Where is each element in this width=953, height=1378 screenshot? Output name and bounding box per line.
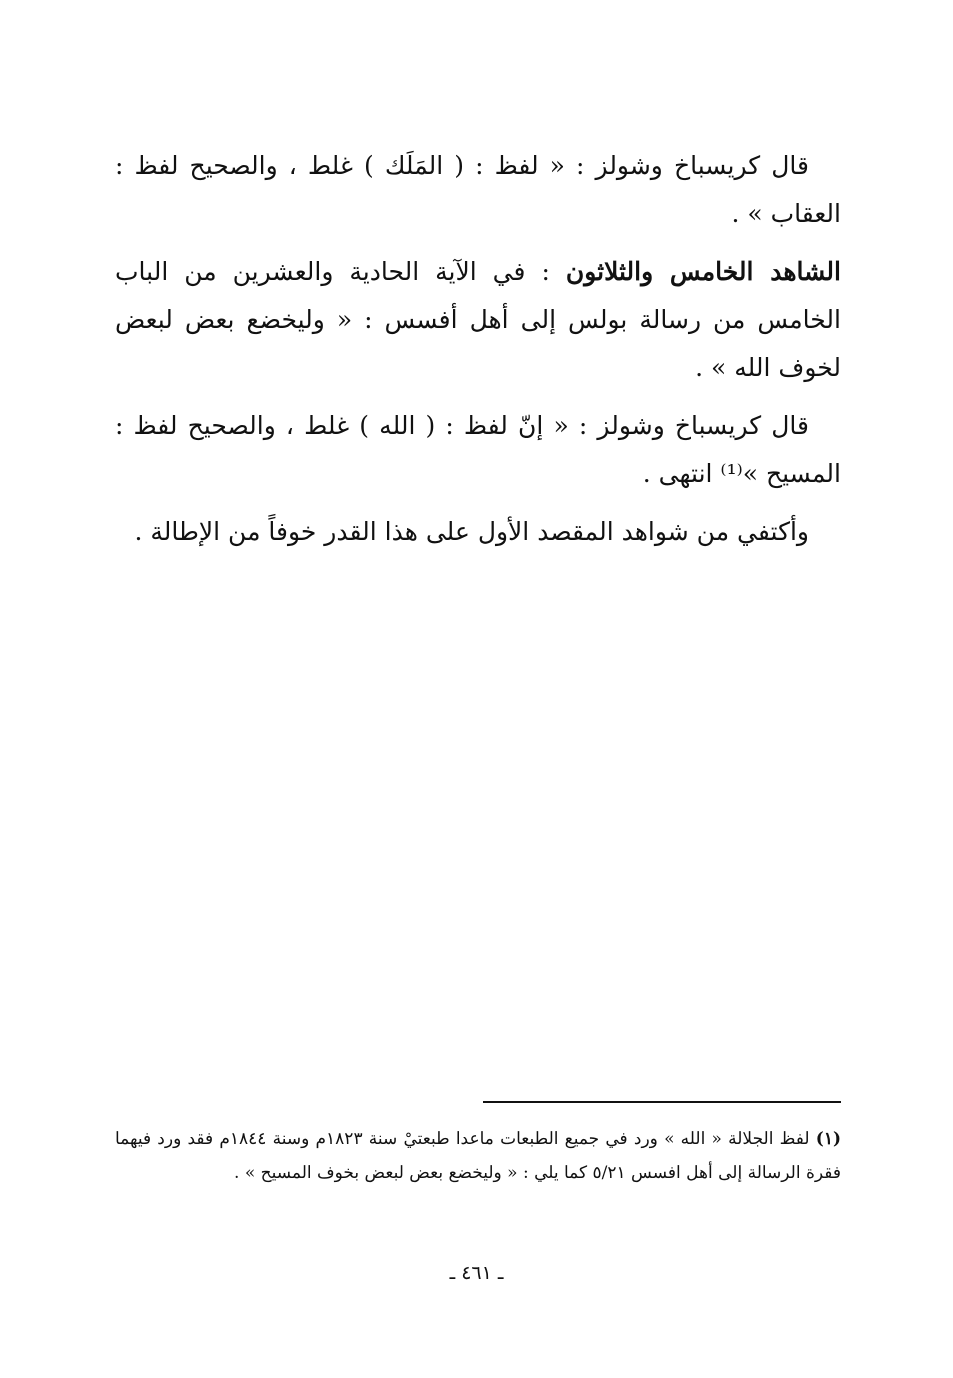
footnote-text: لفظ الجلالة « الله » ورد في جميع الطبعات ماعدا طبعتيْ سنة ١٨٢٣م وسنة ١٨٤٤م فقد ورد فيهما فقرة الرسالة إلى أهل افسس ٥/٢١ كما يلي : « وليخضع بعض لبعض بخوف المسيح » .: [115, 1129, 841, 1183]
footnote-number: (١): [815, 1129, 841, 1149]
paragraph-text: : في الآية الحادية والعشرين من الباب الخامس من رسالة بولس إلى أهل أفسس : « وليخضع بعض لبعض لخوف الله » .: [115, 257, 841, 382]
page-number: ـ ٤٦١ ـ: [449, 1262, 504, 1284]
paragraph-text: قال كريسباخ وشولز : « لفظ : ( المَلَك ) غلط ، والصحيح لفظ : العقاب » .: [115, 151, 841, 228]
footnote-divider: [483, 1101, 841, 1103]
footnote: [115, 1122, 841, 1190]
paragraph-conclusion: [115, 508, 841, 556]
paragraph-quote-2: [115, 402, 841, 498]
paragraph-text: قال كريسباخ وشولز : « إنّ لفظ : ( الله ) غلط ، والصحيح لفظ : المسيح »⁽¹⁾ انتهى .: [115, 411, 841, 488]
paragraph-lead: الشاهد الخامس والثلاثون: [565, 257, 841, 286]
paragraph-quote-1: [115, 142, 841, 238]
paragraph-witness-35: [115, 248, 841, 392]
paragraph-text: وأكتفي من شواهد المقصد الأول على هذا القدر خوفاً من الإطالة .: [134, 517, 809, 546]
main-text: [115, 142, 841, 566]
